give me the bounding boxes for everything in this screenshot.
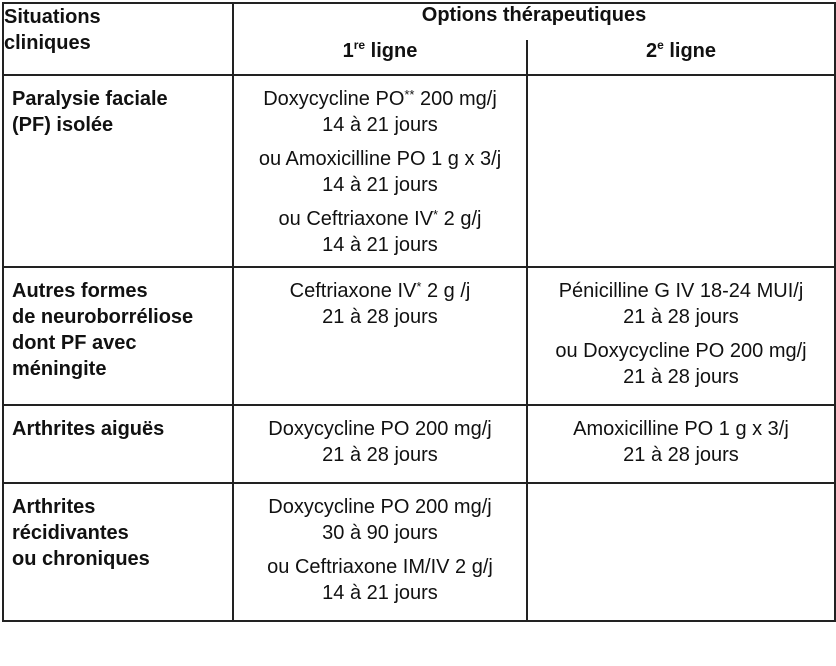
footnote-marker: * bbox=[433, 207, 439, 222]
situation-cell: Autres formes de neuroborréliose dont PF avec méningite bbox=[3, 267, 233, 405]
second-line-sup: e bbox=[657, 38, 664, 52]
table-row bbox=[3, 267, 835, 405]
option-drug: Doxycycline PO 200 mg/j bbox=[268, 496, 492, 518]
header-situations-line2: cliniques bbox=[4, 32, 91, 54]
option-duration: 21 à 28 jours bbox=[623, 444, 739, 466]
table-row bbox=[3, 75, 835, 267]
option-drug: ou Ceftriaxone IV* 2 g/j bbox=[278, 207, 482, 230]
footnote-marker: ** bbox=[404, 87, 415, 102]
header-options: Options thérapeutiques bbox=[233, 3, 835, 40]
second-line-cell bbox=[527, 75, 835, 267]
first-line-option bbox=[234, 494, 526, 546]
second-line-cell bbox=[527, 267, 835, 405]
option-duration: 14 à 21 jours bbox=[322, 174, 438, 196]
option-duration: 21 à 28 jours bbox=[623, 306, 739, 328]
first-line-num: 1 bbox=[342, 40, 354, 62]
option-drug: ou Doxycycline PO 200 mg/j bbox=[555, 340, 807, 362]
first-line-option bbox=[234, 554, 526, 606]
first-line-option bbox=[234, 86, 526, 138]
second-line-option bbox=[528, 338, 834, 390]
option-duration: 30 à 90 jours bbox=[322, 522, 438, 544]
header-second-line bbox=[527, 40, 835, 75]
table-row bbox=[3, 405, 835, 483]
option-duration: 21 à 28 jours bbox=[623, 366, 739, 388]
therapy-table bbox=[2, 2, 836, 622]
first-line-option bbox=[234, 146, 526, 198]
option-duration: 21 à 28 jours bbox=[322, 306, 438, 328]
header-situations bbox=[3, 3, 233, 75]
situation-cell: Arthrites aiguës bbox=[3, 405, 233, 483]
first-line-option bbox=[234, 206, 526, 258]
first-line-option bbox=[234, 416, 526, 468]
option-drug: ou Ceftriaxone IM/IV 2 g/j bbox=[267, 556, 493, 578]
table-row bbox=[3, 483, 835, 621]
option-duration: 14 à 21 jours bbox=[322, 234, 438, 256]
first-line-cell bbox=[233, 405, 527, 483]
first-line-sup: re bbox=[353, 38, 366, 52]
second-line-option bbox=[528, 278, 834, 330]
first-line-word: ligne bbox=[365, 40, 418, 62]
option-drug: Ceftriaxone IV* 2 g /j bbox=[289, 279, 471, 302]
second-line-word: ligne bbox=[663, 40, 717, 62]
option-drug: Doxycycline PO 200 mg/j bbox=[268, 418, 492, 440]
second-line-cell bbox=[527, 405, 835, 483]
situation-cell: Arthrites récidivantes ou chroniques bbox=[3, 483, 233, 621]
option-duration: 14 à 21 jours bbox=[322, 114, 438, 136]
header-first-line bbox=[233, 40, 527, 75]
table-body bbox=[3, 75, 835, 621]
option-drug: Pénicilline G IV 18-24 MUI/j bbox=[558, 280, 804, 302]
option-duration: 21 à 28 jours bbox=[322, 444, 438, 466]
situation-cell: Paralysie faciale (PF) isolée bbox=[3, 75, 233, 267]
first-line-option bbox=[234, 278, 526, 330]
header-situations-line1: Situations bbox=[4, 6, 101, 28]
header-row bbox=[3, 3, 835, 40]
first-line-cell bbox=[233, 267, 527, 405]
second-line-option bbox=[528, 416, 834, 468]
option-drug: Doxycycline PO** 200 mg/j bbox=[263, 87, 497, 110]
footnote-marker: * bbox=[416, 279, 422, 294]
first-line-cell bbox=[233, 483, 527, 621]
second-line-num: 2 bbox=[645, 40, 658, 62]
first-line-cell bbox=[233, 75, 527, 267]
second-line-cell bbox=[527, 483, 835, 621]
option-duration: 14 à 21 jours bbox=[322, 582, 438, 604]
option-drug: Amoxicilline PO 1 g x 3/j bbox=[573, 418, 789, 440]
option-drug: ou Amoxicilline PO 1 g x 3/j bbox=[258, 148, 502, 170]
